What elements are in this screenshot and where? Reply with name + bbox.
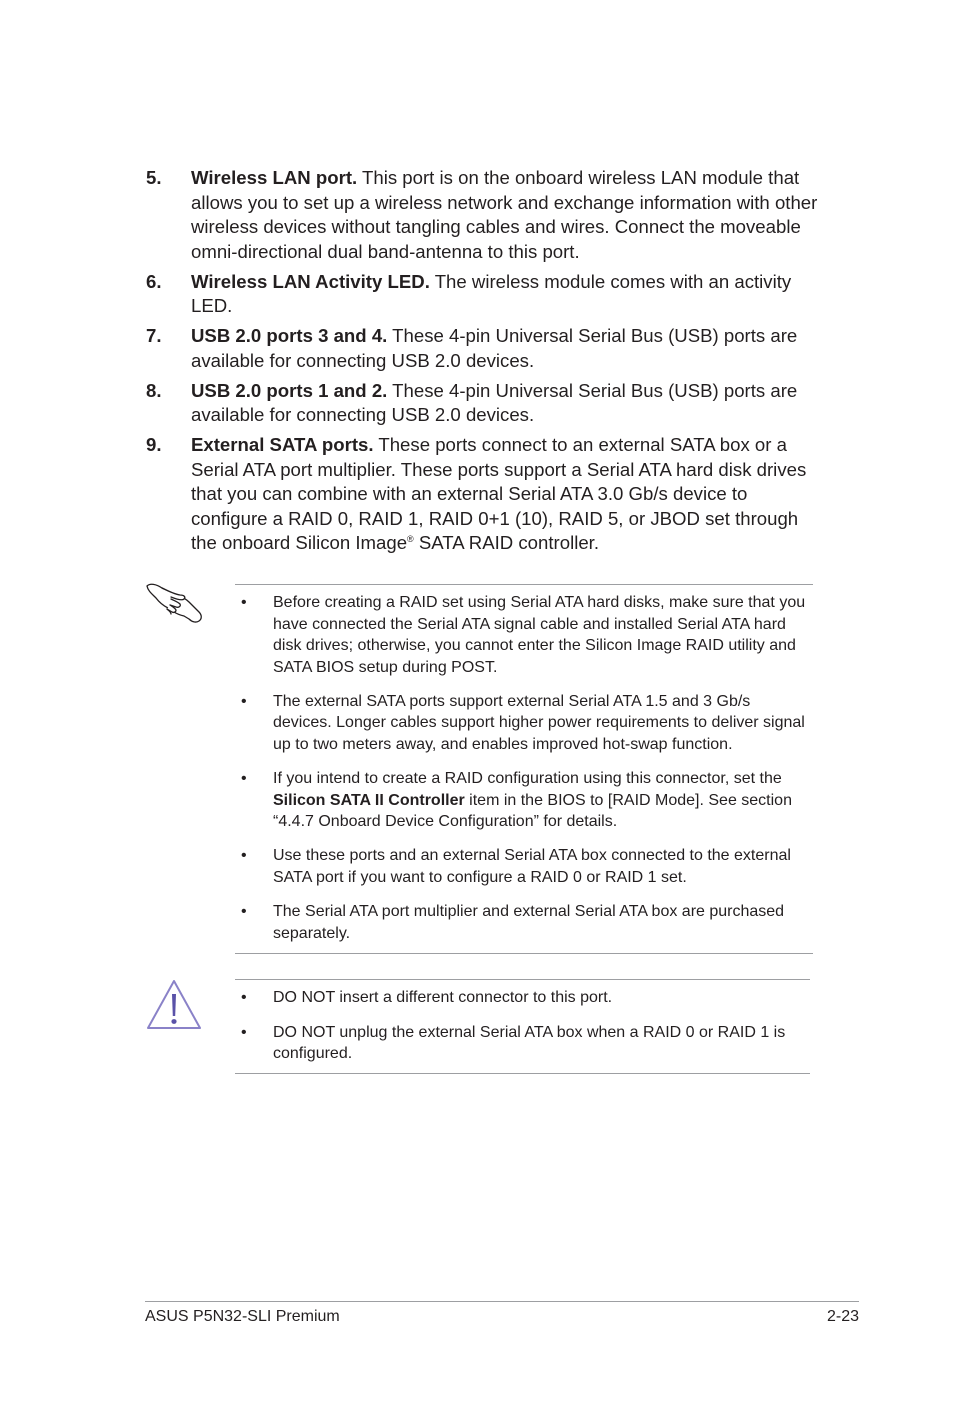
item-text: This port is on the onboard wireless LAN module that allows you to set up a wireless network and exchange information with other wireless devices without tangling cables and wires. Connect the moveable omni-directional dual band-antenna to this port. (191, 167, 818, 262)
bullet-marker: • (241, 770, 247, 788)
footer-product-name: ASUS P5N32-SLI Premium (145, 1308, 340, 1325)
item-heading: USB 2.0 ports 3 and 4. (191, 325, 388, 346)
bullet-text: The Serial ATA port multiplier and external Serial ATA box are purchased separately. (273, 903, 785, 942)
bullet-marker: • (241, 989, 247, 1006)
list-item (146, 270, 826, 319)
bullet-marker: • (241, 594, 247, 611)
item-number: 6. (146, 270, 162, 292)
note-bullet (235, 901, 813, 944)
item-number: 5. (146, 167, 162, 188)
item-heading: External SATA ports. (191, 434, 374, 455)
bullet-marker: • (241, 692, 247, 710)
bullet-text: Before creating a RAID set using Serial ATA hard disks, make sure that you have connected the Serial ATA signal cable and installed Serial ATA hard disk drives; otherwise, you cannot enter the Silicon Image RAID utility and SATA BIOS setup during POST. (273, 594, 806, 676)
note-bullet (235, 768, 813, 833)
list-item (146, 433, 826, 556)
warning-bullet-list (235, 980, 810, 1065)
bullet-marker: • (241, 847, 247, 865)
list-item (146, 379, 826, 428)
bullet-text: If you intend to create a RAID configuration using this connector, set the (273, 770, 782, 788)
footer-page-number: 2-23 (826, 1308, 859, 1325)
item-text: These 4-pin Universal Serial Bus (USB) ports are available for connecting USB 2.0 devices. (191, 379, 798, 425)
item-number: 9. (146, 434, 162, 455)
item-heading: Wireless LAN port. (191, 167, 358, 188)
warning-box (235, 979, 810, 1074)
warning-bullet (235, 1022, 813, 1065)
item-text: These ports connect to an external SATA box or a Serial ATA port multiplier. These ports support a Serial ATA hard disk drives that you can combine with an external Serial ATA 3.0 Gb/s device to configure a RAID 0, RAID 1, RAID 0+1 (10), RAID 5, or JBOD set through the onboard Silicon Image (191, 434, 807, 553)
warning-icon (145, 978, 203, 1032)
bullet-marker: • (241, 903, 247, 921)
pointing-hand-icon (144, 578, 204, 623)
registered-mark: ® (407, 534, 414, 544)
note-bullet (235, 691, 813, 756)
bullet-text: Use these ports and an external Serial ATA box connected to the external SATA port if you want to configure a RAID 0 or RAID 1 set. (273, 847, 791, 887)
item-text: SATA RAID controller. (413, 532, 599, 553)
note-bullet (235, 845, 813, 888)
note-box (235, 584, 813, 954)
port-description-list (146, 166, 826, 561)
item-text: The wireless module comes with an activity LED. (191, 270, 792, 316)
warning-bullet (235, 987, 813, 1009)
item-number: 7. (146, 325, 162, 346)
note-bullet-list (235, 585, 813, 944)
bullet-text: DO NOT unplug the external Serial ATA box when a RAID 0 or RAID 1 is configured. (273, 1023, 786, 1063)
item-text: These 4-pin Universal Serial Bus (USB) ports are available for connecting USB 2.0 devices. (191, 325, 798, 371)
item-number: 8. (146, 379, 162, 401)
bullet-text: The external SATA ports support external Serial ATA 1.5 and 3 Gb/s devices. Longer cables support higher power requirements to deliver signal up to two meters away, and enables improved hot-swap function. (273, 692, 805, 754)
note-bullet (235, 592, 813, 678)
item-heading: USB 2.0 ports 1 and 2. (191, 379, 388, 401)
footer-divider (145, 1301, 859, 1302)
bullet-text: item in the BIOS to [RAID Mode]. See section “4.4.7 Onboard Device Configuration” for details. (273, 791, 792, 831)
bullet-text: DO NOT insert a different connector to this port. (273, 989, 613, 1006)
bullet-marker: • (241, 1023, 247, 1041)
list-item (146, 324, 826, 373)
bios-item-name: Silicon SATA II Controller (273, 791, 465, 809)
list-item (146, 166, 826, 264)
item-heading: Wireless LAN Activity LED. (191, 270, 430, 292)
